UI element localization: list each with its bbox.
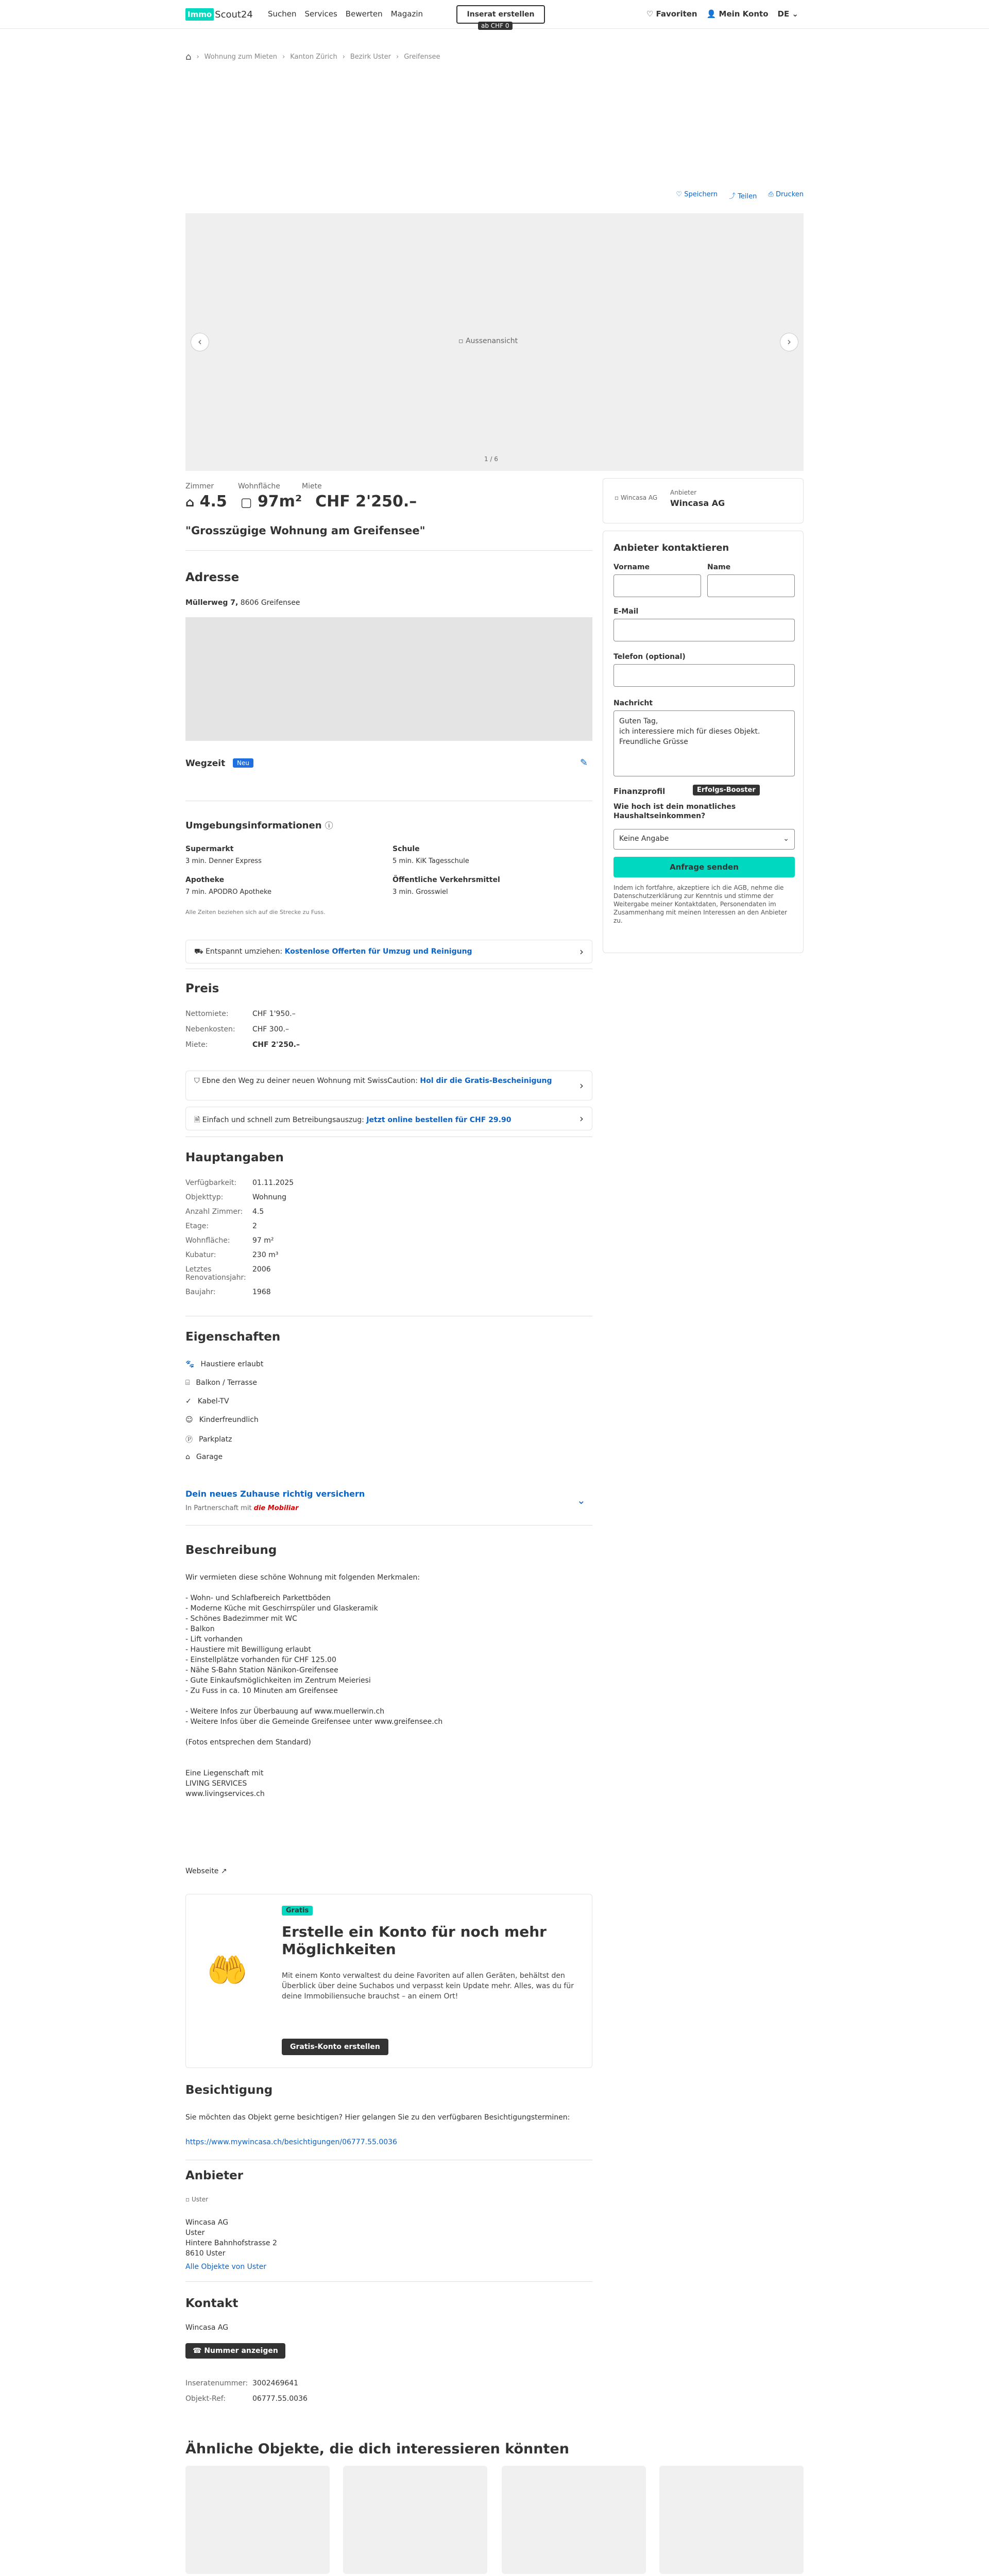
moving-offer-banner[interactable]: ⛟ Entspannt umziehen: Kostenlose Offerten für Umzug und Reinigung ›: [185, 940, 592, 963]
external-link-icon: ↗: [220, 1867, 227, 1875]
data-row: Objekttyp: Wohnung: [185, 1193, 286, 1201]
legal-text: Indem ich fortfahre, akzeptiere ich die AGB, nehme die Datenschutzerklärung zur Kenntnis und stimme der Weitergabe meiner Kontaktdaten, Personendaten im Zusammenhang mit meinen Interessen an den Anbieter zu.: [613, 884, 788, 924]
data-row: Wohnfläche: 97 m²: [185, 1236, 274, 1245]
main-data-heading: Hauptangaben: [185, 1151, 284, 1164]
description-text: Wir vermieten diese schöne Wohnung mit folgenden Merkmalen: - Wohn- und Schlafbereich Parkettböden - Moderne Küche mit Geschirrspüler und Glaskeramik - Schönes Badezimmer mit WC - Balkon - Lift vorhanden - Haustiere mit Bewilligung erlaubt - Einstellplätze vorhanden für CHF 125.00 - Nähe S-Bahn Station Nänikon-Greifensee - Gute Einkaufsmöglichkeiten im Zentrum Meieriesi - Zu Fuss in ca. 10 Minuten am Greifensee - Weitere Infos zur Überbauung auf www.muellerwin.ch - Weitere Infos über die Gemeinde Greifensee unter www.greifensee.ch (Fotos entsprechen dem Standard) Eine Liegenschaft mit LIVING SERVICES www.livingservices.ch: [185, 1573, 443, 1798]
advertiser-logo: ▫ Wincasa AG: [615, 494, 658, 501]
chevron-down-icon: ⌄: [783, 835, 789, 843]
create-listing-button[interactable]: Inserat erstellen: [456, 5, 545, 24]
contact-form: Anbieter kontaktieren Vorname Name E-Mail Telefon (optional) Nachricht Guten Tag, ich interessiere mich für dieses Objekt. Freundliche Grüsse Finanzprofil Erfolgs-Booster Wie hoch ist dein monatliches Haushaltseinkommen? Keine Angabe ⌄ Anfrage senden Indem ich fortfahre, akzeptiere ich die AGB, nehme die Datenschutzerklärung zur Kenntnis und stimme der Weitergabe meiner Kontaktdaten, Personendaten im Zusammenhang mit meinen Interessen an den Anbieter zu.: [603, 531, 804, 953]
show-number-button[interactable]: ☎ Nummer anzeigen: [185, 2343, 285, 2359]
data-row: Kubatur: 230 m³: [185, 1251, 279, 1259]
site-header: [0, 0, 989, 29]
area-value: ▢ 97m²: [240, 493, 302, 511]
house-icon: ⌂: [185, 495, 195, 510]
chevron-right-icon: ›: [579, 1079, 584, 1092]
check-icon: ✓: [185, 1397, 192, 1405]
feature-item: Ⓟ Parkplatz: [185, 1435, 232, 1444]
similar-heading: Ähnliche Objekte, die dich interessieren könnten: [185, 2441, 569, 2457]
hands-heart-illustration: 🤲: [207, 1952, 248, 1990]
data-row: Letztes Renovationsjahr: 2006: [185, 1265, 271, 1282]
rent-value: CHF 2'250.–: [315, 493, 417, 511]
features-heading: Eigenschaften: [185, 1330, 281, 1344]
next-image-button[interactable]: ›: [780, 333, 798, 351]
truck-icon: ⛟: [194, 947, 203, 956]
chevron-right-icon: ›: [579, 945, 584, 958]
data-row: Objekt-Ref: 06777.55.0036: [185, 2395, 308, 2403]
phone-icon: ☎: [193, 2347, 202, 2355]
nav-item-bewerten[interactable]: Bewerten: [345, 9, 383, 19]
nav-item-suchen[interactable]: Suchen: [268, 9, 297, 19]
favorites-link[interactable]: ♡ Favoriten: [646, 9, 697, 19]
feature-item: ⌸ Balkon / Terrasse: [185, 1379, 257, 1387]
submit-inquiry-button[interactable]: Anfrage senden: [613, 857, 795, 877]
breadcrumb-item[interactable]: Bezirk Uster: [350, 53, 391, 61]
image-gallery[interactable]: [185, 213, 804, 471]
breadcrumb: ⌂ › Wohnung zum Mieten › Kanton Zürich › Bezirk Uster › Greifensee: [185, 52, 440, 62]
breadcrumb-item[interactable]: Wohnung zum Mieten: [204, 53, 278, 61]
breadcrumb-item[interactable]: Kanton Zürich: [290, 53, 337, 61]
data-row: Anzahl Zimmer: 4.5: [185, 1208, 264, 1216]
user-icon: 👤: [706, 9, 717, 19]
feature-item: 🐾 Haustiere erlaubt: [185, 1360, 264, 1368]
gallery-image: ▫ Aussenansicht: [458, 337, 518, 345]
mobiliar-logo: die Mobiliar: [253, 1504, 299, 1512]
balcony-icon: ⌸: [185, 1379, 190, 1387]
paw-icon: 🐾: [185, 1360, 195, 1368]
advertiser-name: Wincasa AG: [670, 498, 725, 508]
last-name-input[interactable]: [707, 574, 795, 597]
all-listings-link[interactable]: Alle Objekte von Uster: [185, 2263, 267, 2271]
area-icon: ▢: [240, 495, 252, 510]
edit-icon[interactable]: ✎: [580, 757, 588, 768]
feature-item: ⌂ Garage: [185, 1453, 223, 1461]
data-row: Baujahr: 1968: [185, 1288, 271, 1296]
advertiser-card: ▫ Wincasa AG Anbieter Wincasa AG: [603, 478, 804, 523]
share-button[interactable]: ⤴ Teilen: [729, 193, 757, 200]
data-row: Inseratenummer: 3002469641: [185, 2379, 299, 2387]
data-row: Verfügbarkeit: 01.11.2025: [185, 1179, 294, 1187]
contact-heading: Kontakt: [185, 2297, 238, 2310]
income-select[interactable]: Keine Angabe ⌄: [613, 829, 795, 850]
price-row: Miete: CHF 2'250.–: [185, 1041, 300, 1049]
similar-listing-skeleton[interactable]: [659, 2466, 804, 2574]
child-icon: ☺: [185, 1416, 193, 1424]
address-text: Müllerweg 7, 8606 Greifensee: [185, 599, 300, 607]
viewing-heading: Besichtigung: [185, 2083, 273, 2097]
first-name-input[interactable]: [613, 574, 701, 597]
debt-extract-banner[interactable]: 🗎 Einfach und schnell zum Betreibungsauszug: Jetzt online bestellen für CHF 29.90 ›: [185, 1107, 592, 1130]
booster-badge: Erfolgs-Booster: [693, 785, 760, 795]
message-textarea[interactable]: Guten Tag, ich interessiere mich für dieses Objekt. Freundliche Grüsse: [613, 710, 795, 776]
chevron-down-icon[interactable]: ⌄: [577, 1494, 586, 1506]
listing-actions: [676, 191, 804, 200]
shield-icon: ⛉: [194, 1077, 200, 1085]
prev-image-button[interactable]: ‹: [191, 333, 209, 351]
rooms-value: ⌂ 4.5: [185, 493, 227, 511]
main-nav: [268, 9, 423, 19]
viewing-link[interactable]: https://www.mywincasa.ch/besichtigungen/06777.55.0036: [185, 2138, 397, 2146]
map[interactable]: [185, 617, 592, 741]
account-link[interactable]: 👤 Mein Konto: [706, 9, 769, 19]
nav-item-services[interactable]: Services: [304, 9, 337, 19]
email-input[interactable]: [613, 619, 795, 641]
print-button[interactable]: ⎙ Drucken: [768, 191, 804, 198]
language-select[interactable]: DE ⌄: [777, 9, 798, 19]
website-link[interactable]: Webseite ↗: [185, 1867, 227, 1875]
similar-listing-skeleton[interactable]: [502, 2466, 646, 2574]
environment-heading: Umgebungsinformationen ⓘ: [185, 820, 333, 831]
swisscaution-banner[interactable]: ⛉ Ebne den Weg zu deiner neuen Wohnung mit SwissCaution: Hol dir die Gratis-Bescheinigung ›: [185, 1071, 592, 1100]
logo[interactable]: Immo Scout24: [185, 7, 253, 22]
info-icon[interactable]: ⓘ: [325, 821, 333, 831]
parking-icon: Ⓟ: [185, 1436, 193, 1444]
price-row: Nettomiete: CHF 1'950.–: [185, 1010, 296, 1018]
nav-item-magazin[interactable]: Magazin: [390, 9, 423, 19]
breadcrumb-item: Greifensee: [404, 53, 440, 61]
similar-listing-skeleton[interactable]: [185, 2466, 330, 2574]
description-heading: Beschreibung: [185, 1544, 277, 1557]
feature-item: ☺ Kinderfreundlich: [185, 1416, 259, 1424]
account-promo: 🤲 Gratis Erstelle ein Konto für noch mehr Möglichkeiten Mit einem Konto verwaltest du deine Favoriten auf allen Geräten, behältst den Überblick über deine Suchabos und verpasst kein Update mehr. Alles, was du für deine Immobiliensuche brauchst – an einem Ort! Gratis-Konto erstellen: [185, 1894, 592, 2068]
similar-listing-skeleton[interactable]: [343, 2466, 487, 2574]
price-row: Nebenkosten: CHF 300.–: [185, 1025, 289, 1033]
address-heading: Adresse: [185, 571, 240, 584]
provider-address: Wincasa AG Uster Hintere Bahnhofstrasse 2 8610 Uster: [185, 2218, 277, 2258]
heart-icon: ♡: [646, 9, 654, 19]
price-heading: Preis: [185, 982, 219, 995]
home-icon[interactable]: ⌂: [185, 52, 192, 62]
new-badge: Neu: [233, 758, 253, 768]
create-account-button[interactable]: Gratis-Konto erstellen: [282, 2039, 388, 2055]
route-label: Wegzeit: [185, 758, 226, 769]
save-button[interactable]: ♡ Speichern: [676, 191, 718, 198]
facts-values: [185, 493, 417, 511]
feature-item: ✓ Kabel-TV: [185, 1397, 229, 1405]
provider-logo: ▫ Uster: [185, 2196, 209, 2203]
cta-price-badge: ab CHF 0: [478, 22, 513, 30]
provider-heading: Anbieter: [185, 2169, 244, 2182]
listing-title: "Grosszügige Wohnung am Greifensee": [185, 524, 425, 537]
phone-input[interactable]: [613, 664, 795, 687]
document-icon: 🗎: [194, 1116, 200, 1124]
garage-icon: ⌂: [185, 1453, 190, 1461]
image-counter: 1 / 6: [484, 455, 498, 463]
facts-labels: Zimmer Wohnfläche Miete: [185, 482, 322, 490]
data-row: Etage: 2: [185, 1222, 257, 1230]
chevron-right-icon: ›: [579, 1112, 584, 1125]
insurance-link[interactable]: Dein neues Zuhause richtig versichern: [185, 1489, 365, 1499]
